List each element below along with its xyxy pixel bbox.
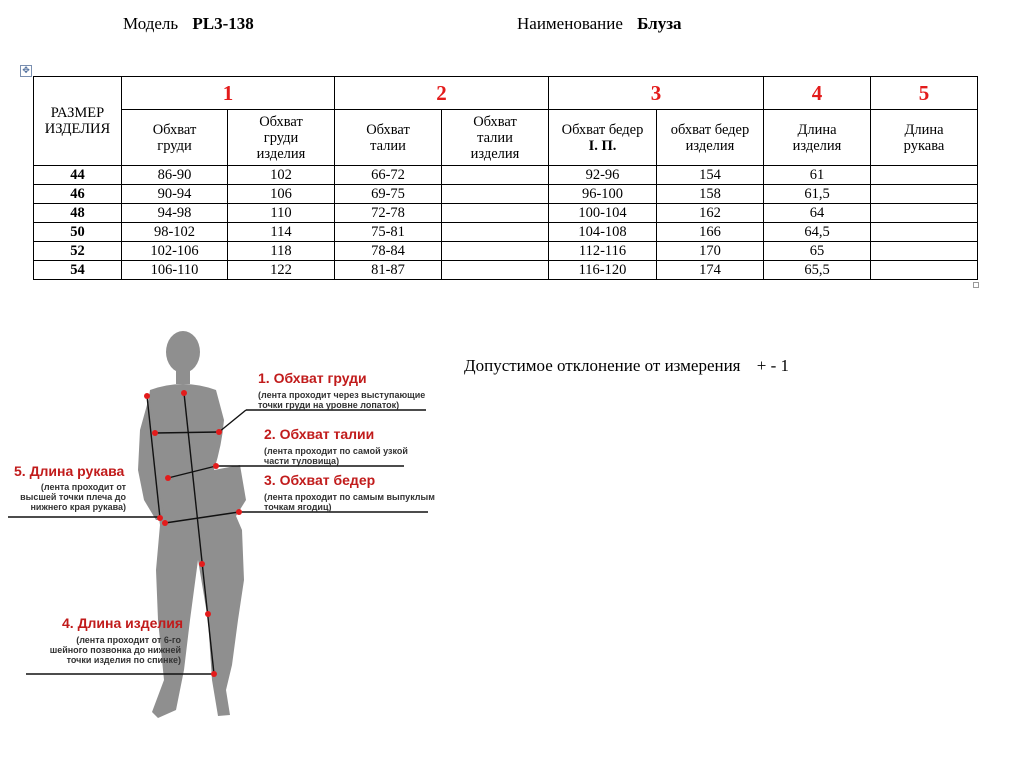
subheader-line: Обхват bbox=[366, 121, 410, 138]
name-label: Наименование bbox=[517, 14, 623, 33]
table-cell: 110 bbox=[228, 204, 335, 223]
table-cell: 94-98 bbox=[122, 204, 228, 223]
table-cell bbox=[442, 166, 549, 185]
tolerance-text: Допустимое отклонение от измерения bbox=[464, 356, 741, 375]
label-chest-title: 1. Обхват груди bbox=[258, 370, 367, 386]
table-cell: 86-90 bbox=[122, 166, 228, 185]
model-value: PL3-138 bbox=[192, 14, 254, 33]
subheader-line: Обхват bbox=[259, 113, 303, 130]
label-waist-note: (лента проходит по самой узкой bbox=[264, 446, 408, 456]
table-cell: 158 bbox=[657, 185, 764, 204]
subheader-line: талии bbox=[370, 137, 406, 154]
table-row bbox=[34, 185, 978, 204]
subheader-hips bbox=[549, 110, 657, 166]
subheader-line: груди bbox=[263, 129, 299, 146]
label-sleeve-note: высшей точки плеча до bbox=[20, 492, 126, 502]
size-header-line: ИЗДЕЛИЯ bbox=[44, 121, 111, 137]
table-cell: 81-87 bbox=[335, 261, 442, 280]
table-cell: 61 bbox=[764, 166, 871, 185]
table-cell: 61,5 bbox=[764, 185, 871, 204]
table-cell: 78-84 bbox=[335, 242, 442, 261]
subheader-waist-garment bbox=[442, 110, 549, 166]
subheader-line: Обхват bbox=[152, 121, 197, 138]
size-table bbox=[33, 76, 978, 280]
table-cell: 64,5 bbox=[764, 223, 871, 242]
subheader-line: Обхват bbox=[473, 113, 517, 130]
subheader-chest-garment bbox=[228, 110, 335, 166]
group-number-3: 3 bbox=[549, 77, 764, 110]
table-cell: 154 bbox=[657, 166, 764, 185]
group-number-4: 4 bbox=[764, 77, 871, 110]
label-length-title: 4. Длина изделия bbox=[62, 615, 184, 631]
table-cell: 72-78 bbox=[335, 204, 442, 223]
table-cell bbox=[871, 223, 978, 242]
label-waist-note: части туловища) bbox=[264, 456, 340, 466]
table-cell: 75-81 bbox=[335, 223, 442, 242]
size-header-cell bbox=[34, 77, 122, 166]
subheader-sleeve-length bbox=[871, 110, 978, 166]
table-resize-handle[interactable] bbox=[973, 282, 979, 288]
table-cell bbox=[442, 185, 549, 204]
table-cell: 104-108 bbox=[549, 223, 657, 242]
table-cell: 90-94 bbox=[122, 185, 228, 204]
subheader-line: обхват бедер bbox=[670, 121, 750, 138]
size-cell: 46 bbox=[34, 185, 122, 204]
table-row bbox=[34, 223, 978, 242]
table-cell bbox=[442, 223, 549, 242]
size-cell: 50 bbox=[34, 223, 122, 242]
label-hips-title: 3. Обхват бедер bbox=[264, 472, 376, 488]
measurement-diagram bbox=[0, 320, 460, 730]
subheader-chest bbox=[122, 110, 228, 166]
table-cell bbox=[871, 185, 978, 204]
label-length-note: шейного позвонка до нижней bbox=[49, 645, 181, 655]
group-number-1: 1 bbox=[122, 77, 335, 110]
subheader-hips-garment bbox=[657, 110, 764, 166]
table-cell: 118 bbox=[228, 242, 335, 261]
subheader-line: изделия bbox=[470, 145, 520, 162]
label-sleeve-note: нижнего края рукава) bbox=[30, 502, 126, 512]
subheader-line: Длина bbox=[797, 121, 837, 138]
table-cell bbox=[871, 166, 978, 185]
table-cell: 66-72 bbox=[335, 166, 442, 185]
table-row bbox=[34, 242, 978, 261]
table-cell bbox=[442, 261, 549, 280]
subheader-line: изделия bbox=[256, 145, 306, 162]
subheader-line: Обхват бедер bbox=[561, 121, 644, 138]
subheader-line: талии bbox=[477, 129, 513, 146]
table-cell bbox=[442, 204, 549, 223]
size-cell: 44 bbox=[34, 166, 122, 185]
subheader-line: изделия bbox=[792, 137, 842, 154]
label-sleeve-note: (лента проходит от bbox=[40, 482, 126, 492]
label-chest-note: (лента проходит через выступающие bbox=[258, 390, 426, 400]
table-cell: 166 bbox=[657, 223, 764, 242]
subheader-row bbox=[34, 110, 978, 166]
size-cell: 52 bbox=[34, 242, 122, 261]
label-waist-title: 2. Обхват талии bbox=[264, 426, 375, 442]
table-cell: 170 bbox=[657, 242, 764, 261]
size-header-line: РАЗМЕР bbox=[50, 105, 105, 121]
size-cell: 48 bbox=[34, 204, 122, 223]
table-cell: 162 bbox=[657, 204, 764, 223]
tolerance-value: + - 1 bbox=[756, 356, 789, 375]
table-cell: 92-96 bbox=[549, 166, 657, 185]
table-cell: 114 bbox=[228, 223, 335, 242]
table-cell: 98-102 bbox=[122, 223, 228, 242]
model-header bbox=[123, 14, 254, 34]
label-hips-note: точкам ягодиц) bbox=[264, 502, 332, 512]
subheader-line: I. П. bbox=[588, 137, 617, 154]
table-cell: 106-110 bbox=[122, 261, 228, 280]
name-header bbox=[517, 14, 682, 34]
group-row bbox=[34, 77, 978, 110]
tolerance-note bbox=[464, 356, 789, 376]
table-cell: 122 bbox=[228, 261, 335, 280]
table-cell: 102-106 bbox=[122, 242, 228, 261]
size-cell: 54 bbox=[34, 261, 122, 280]
label-length-note: (лента проходит от 6-го bbox=[76, 635, 181, 645]
table-cell: 100-104 bbox=[549, 204, 657, 223]
subheader-line: Длина bbox=[904, 121, 944, 138]
group-number-5: 5 bbox=[871, 77, 978, 110]
table-cell: 174 bbox=[657, 261, 764, 280]
table-cell: 116-120 bbox=[549, 261, 657, 280]
table-row bbox=[34, 261, 978, 280]
move-handle-icon[interactable]: ✥ bbox=[20, 65, 32, 77]
table-cell: 96-100 bbox=[549, 185, 657, 204]
subheader-line: изделия bbox=[685, 137, 735, 154]
table-cell: 64 bbox=[764, 204, 871, 223]
table-cell: 102 bbox=[228, 166, 335, 185]
model-label: Модель bbox=[123, 14, 179, 33]
group-number-2: 2 bbox=[335, 77, 549, 110]
label-length-note: точки изделия по спинке) bbox=[66, 655, 181, 665]
table-cell bbox=[871, 261, 978, 280]
subheader-line: груди bbox=[157, 137, 192, 154]
label-chest-note: точки груди на уровне лопаток) bbox=[258, 400, 400, 410]
table-row bbox=[34, 204, 978, 223]
table-cell bbox=[871, 204, 978, 223]
name-value: Блуза bbox=[637, 14, 682, 33]
table-cell: 112-116 bbox=[549, 242, 657, 261]
table-cell: 65,5 bbox=[764, 261, 871, 280]
label-sleeve-title: 5. Длина рукава bbox=[14, 463, 125, 479]
subheader-line: рукава bbox=[903, 137, 945, 154]
subheader-waist bbox=[335, 110, 442, 166]
table-cell bbox=[442, 242, 549, 261]
table-cell: 106 bbox=[228, 185, 335, 204]
label-hips-note: (лента проходит по самым выпуклым bbox=[264, 492, 435, 502]
table-cell bbox=[871, 242, 978, 261]
subheader-garment-length bbox=[764, 110, 871, 166]
size-rows bbox=[34, 166, 978, 280]
table-row bbox=[34, 166, 978, 185]
table-cell: 69-75 bbox=[335, 185, 442, 204]
table-cell: 65 bbox=[764, 242, 871, 261]
